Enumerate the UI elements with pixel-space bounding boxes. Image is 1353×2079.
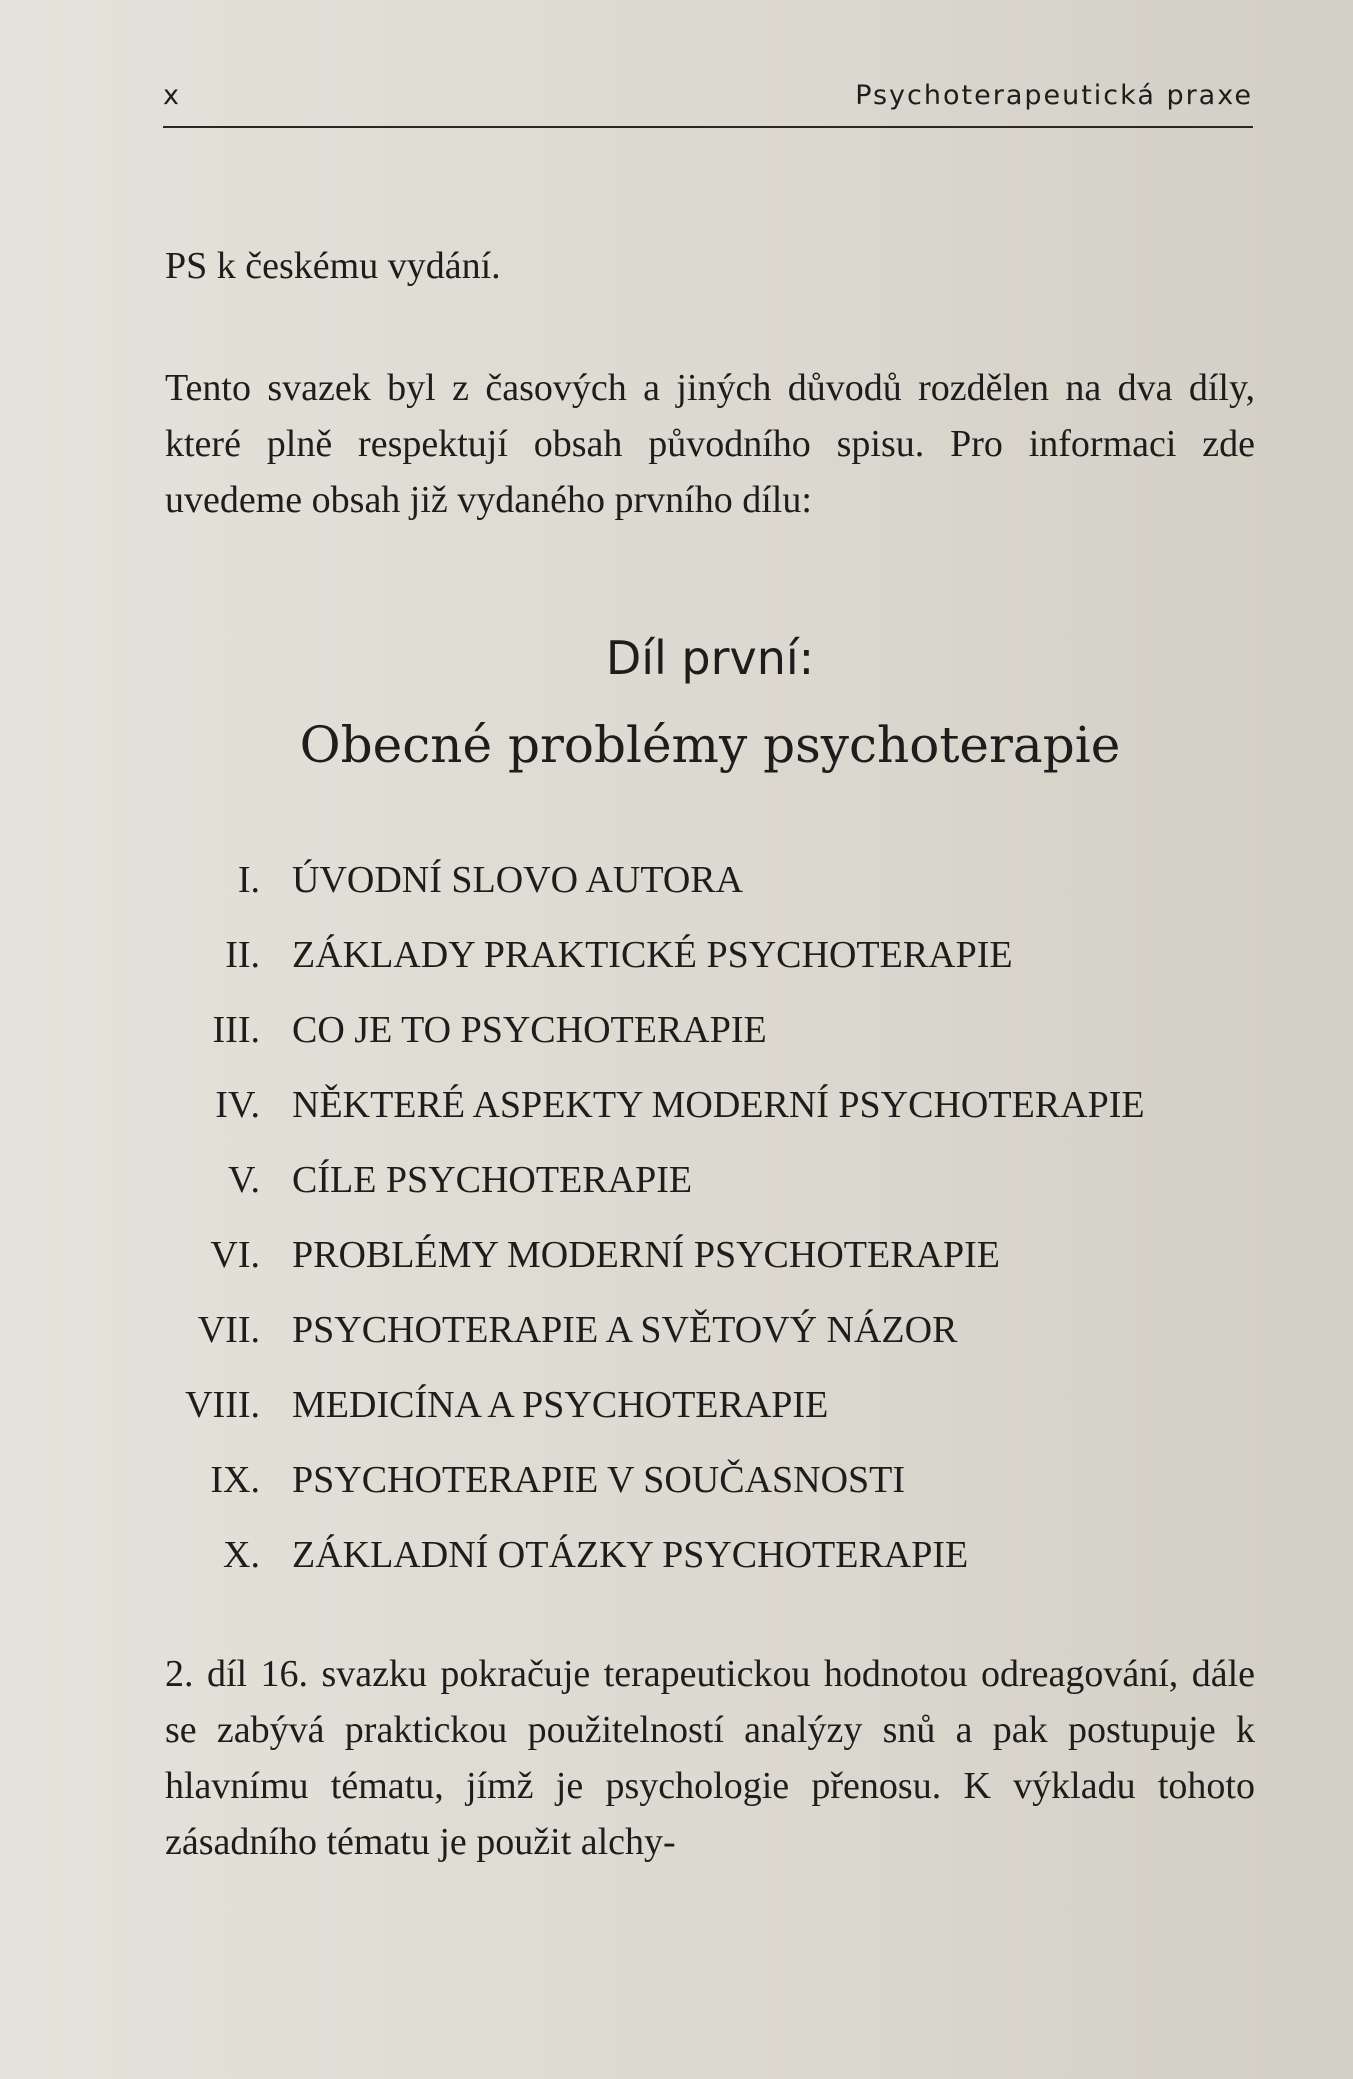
- toc-number: V.: [227, 1159, 260, 1201]
- toc-number: VI.: [210, 1234, 260, 1276]
- toc-number: II.: [225, 934, 260, 976]
- toc-item: [0, 1073, 1353, 1148]
- toc-number: IX.: [210, 1459, 260, 1501]
- ps-heading: PS k českému vydání.: [165, 245, 501, 287]
- toc-item: [0, 1223, 1353, 1298]
- toc-label: NĚKTERÉ ASPEKTY MODERNÍ PSYCHOTERAPIE: [292, 1084, 1145, 1126]
- toc-label: CÍLE PSYCHOTERAPIE: [292, 1159, 693, 1201]
- intro-paragraph: Tento svazek byl z časových a jiných důvodů rozdělen na dva díly, které plně respektují obsah původního spisu. Pro informaci zde uvedeme obsah již vydaného prvního dílu:: [165, 367, 1255, 521]
- page-header: [163, 70, 1253, 128]
- page-number: x: [163, 80, 179, 111]
- toc-item: [0, 848, 1353, 923]
- part-title: Díl první:: [605, 631, 815, 685]
- toc-number: VIII.: [185, 1384, 260, 1426]
- table-of-contents: [0, 848, 1353, 1598]
- toc-label: PROBLÉMY MODERNÍ PSYCHOTERAPIE: [292, 1234, 1000, 1276]
- toc-item: [0, 1448, 1353, 1523]
- toc-label: PSYCHOTERAPIE V SOUČASNOSTI: [292, 1459, 906, 1501]
- toc-item: [0, 1148, 1353, 1223]
- toc-item: [0, 923, 1353, 998]
- toc-label: ZÁKLADNÍ OTÁZKY PSYCHOTERAPIE: [292, 1534, 969, 1576]
- toc-item: [0, 1373, 1353, 1448]
- toc-label: ZÁKLADY PRAKTICKÉ PSYCHOTERAPIE: [292, 934, 1013, 976]
- toc-number: VII.: [197, 1309, 260, 1351]
- toc-label: CO JE TO PSYCHOTERAPIE: [292, 1009, 767, 1051]
- toc-number: I.: [237, 859, 260, 901]
- toc-item: [0, 998, 1353, 1073]
- closing-paragraph: 2. díl 16. svazku pokračuje terapeutickou hodnotou odreagování, dále se zabývá praktickou použitelností analýzy snů a pak postupuje k hlavnímu tématu, jímž je psychologie přenosu. K výkladu tohoto zásadního tématu je použit alchy-: [165, 1653, 1255, 1863]
- toc-label: MEDICÍNA A PSYCHOTERAPIE: [292, 1384, 829, 1426]
- toc-number: IV.: [215, 1084, 260, 1126]
- running-title: Psychoterapeutická praxe: [855, 80, 1253, 111]
- toc-number: X.: [223, 1534, 260, 1576]
- toc-number: III.: [212, 1009, 260, 1051]
- part-subtitle: Obecné problémy psychoterapie: [299, 716, 1121, 774]
- toc-item: [0, 1523, 1353, 1598]
- toc-label: PSYCHOTERAPIE A SVĚTOVÝ NÁZOR: [292, 1309, 958, 1351]
- toc-item: [0, 1298, 1353, 1373]
- toc-label: ÚVODNÍ SLOVO AUTORA: [292, 859, 744, 901]
